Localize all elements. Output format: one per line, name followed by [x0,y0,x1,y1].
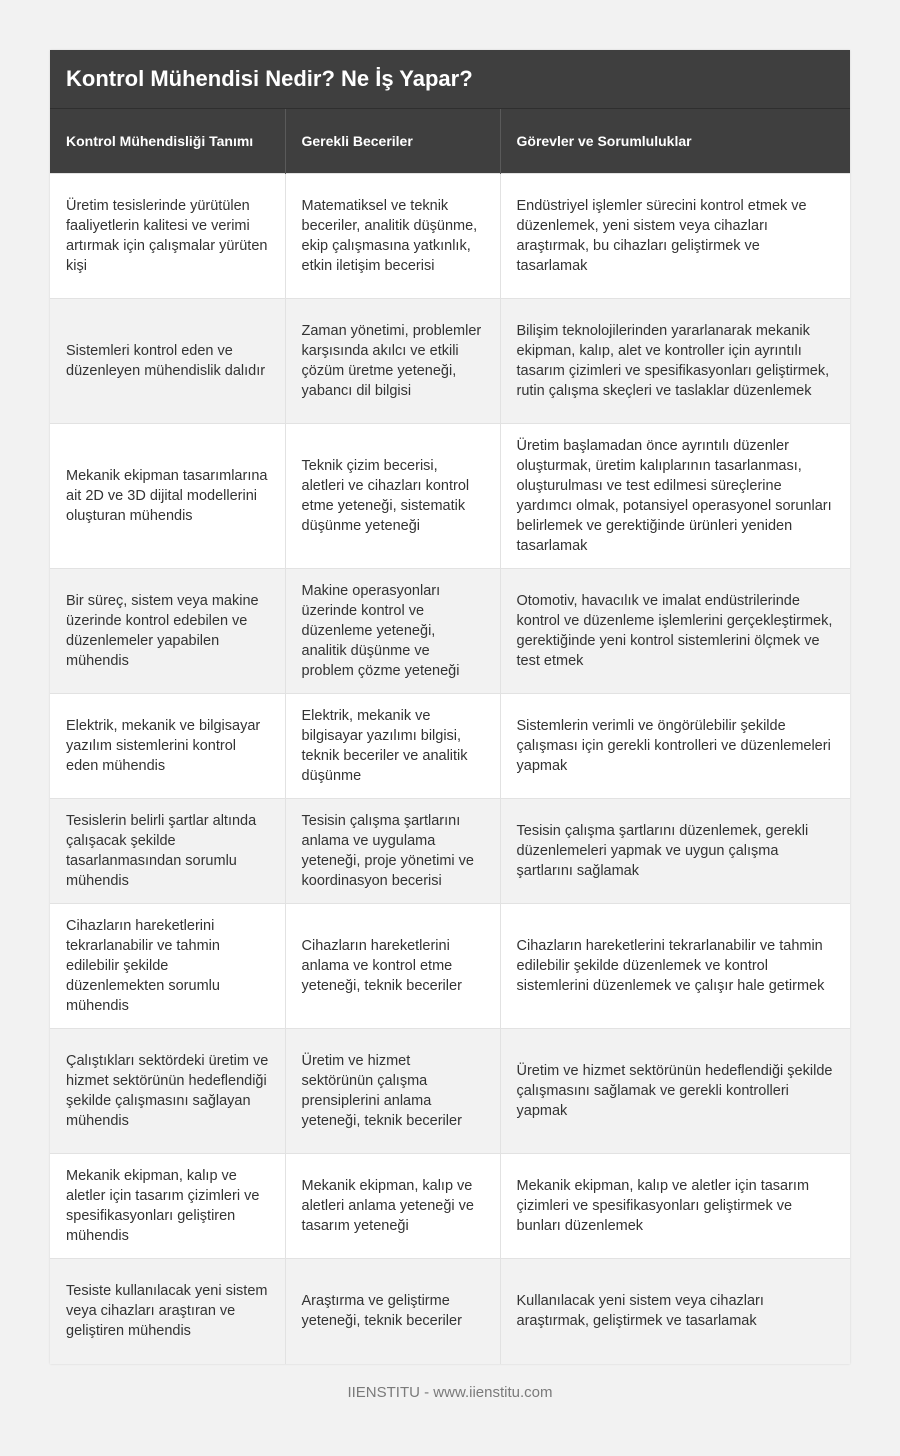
cell-definition: Sistemleri kontrol eden ve düzenleyen mühendislik dalıdır [50,299,285,424]
cell-definition: Çalıştıkları sektördeki üretim ve hizmet sektörünün hedeflendiği şekilde çalışmasını sağlayan mühendis [50,1029,285,1154]
cell-duties: Endüstriyel işlemler sürecini kontrol etmek ve düzenlemek, yeni sistem veya cihazları araştırmak, bu cihazları geliştirmek ve tasarlamak [500,174,850,299]
table-row [50,424,850,569]
cell-duties: Mekanik ekipman, kalıp ve aletler için tasarım çizimleri ve spesifikasyonları geliştirmek ve bunları düzenlemek [500,1154,850,1259]
cell-duties: Üretim başlamadan önce ayrıntılı düzenler oluşturmak, üretim kalıplarının tasarlanması, oluşturulması ve test edilmesi süreçlerine yardımcı olmak, potansiyel operasyonel sorunları belirlemek ve gerektiğinde ürünleri yeniden tasarlamak [500,424,850,569]
table-row [50,904,850,1029]
cell-duties: Bilişim teknolojilerinden yararlanarak mekanik ekipman, kalıp, alet ve kontroller için ayrıntılı tasarım çizimleri ve spesifikasyonları geliştirmek, rutin çalışma skeçleri ve taslaklar düzenlemek [500,299,850,424]
cell-skills: Teknik çizim becerisi, aletleri ve cihazları kontrol etme yeteneği, sistematik düşünme yeteneği [285,424,500,569]
cell-definition: Mekanik ekipman tasarımlarına ait 2D ve 3D dijital modellerini oluşturan mühendis [50,424,285,569]
cell-skills: Mekanik ekipman, kalıp ve aletleri anlama yeteneği ve tasarım yeteneği [285,1154,500,1259]
cell-skills: Matematiksel ve teknik beceriler, analitik düşünme, ekip çalışmasına yatkınlık, etkin iletişim becerisi [285,174,500,299]
table-row [50,1154,850,1259]
cell-skills: Üretim ve hizmet sektörünün çalışma prensiplerini anlama yeteneği, teknik beceriler [285,1029,500,1154]
page-title: Kontrol Mühendisi Nedir? Ne İş Yapar? [66,66,473,91]
cell-definition: Elektrik, mekanik ve bilgisayar yazılım sistemlerini kontrol eden mühendis [50,694,285,799]
column-header-definition: Kontrol Mühendisliği Tanımı [50,109,285,174]
cell-skills: Araştırma ve geliştirme yeteneği, teknik beceriler [285,1259,500,1364]
cell-duties: Üretim ve hizmet sektörünün hedeflendiği şekilde çalışmasını sağlamak ve gerekli kontrolleri yapmak [500,1029,850,1154]
cell-duties: Kullanılacak yeni sistem veya cihazları araştırmak, geliştirmek ve tasarlamak [500,1259,850,1364]
cell-definition: Tesiste kullanılacak yeni sistem veya cihazları araştıran ve geliştiren mühendis [50,1259,285,1364]
cell-skills: Makine operasyonları üzerinde kontrol ve düzenleme yeteneği, analitik düşünme ve problem çözme yeteneği [285,569,500,694]
table-row [50,1259,850,1364]
cell-skills: Cihazların hareketlerini anlama ve kontrol etme yeteneği, teknik beceriler [285,904,500,1029]
table-header [50,109,850,174]
cell-definition: Mekanik ekipman, kalıp ve aletler için tasarım çizimleri ve spesifikasyonları geliştiren mühendis [50,1154,285,1259]
column-header-skills: Gerekli Beceriler [285,109,500,174]
table-body [50,174,850,1364]
cell-definition: Üretim tesislerinde yürütülen faaliyetlerin kalitesi ve verimi artırmak için çalışmalar yürüten kişi [50,174,285,299]
content-card [50,50,850,1364]
cell-skills: Zaman yönetimi, problemler karşısında akılcı ve etkili çözüm üretme yeteneği, yabancı dil bilgisi [285,299,500,424]
column-header-duties: Görevler ve Sorumluluklar [500,109,850,174]
table-row [50,569,850,694]
cell-duties: Cihazların hareketlerini tekrarlanabilir ve tahmin edilebilir şekilde düzenlemek ve kontrol sistemlerini düzenlemek ve çalışır hale getirmek [500,904,850,1029]
table-row [50,694,850,799]
footer-credit: IIENSTITU - www.iienstitu.com [347,1384,553,1401]
cell-definition: Bir süreç, sistem veya makine üzerinde kontrol edebilen ve düzenlemeler yapabilen mühendis [50,569,285,694]
cell-duties: Sistemlerin verimli ve öngörülebilir şekilde çalışması için gerekli kontrolleri ve düzenlemeleri yapmak [500,694,850,799]
cell-definition: Tesislerin belirli şartlar altında çalışacak şekilde tasarlanmasından sorumlu mühendis [50,799,285,904]
cell-skills: Elektrik, mekanik ve bilgisayar yazılımı bilgisi, teknik beceriler ve analitik düşünme [285,694,500,799]
table-row [50,799,850,904]
cell-duties: Tesisin çalışma şartlarını düzenlemek, gerekli düzenlemeleri yapmak ve uygun çalışma şartlarını sağlamak [500,799,850,904]
table-row [50,1029,850,1154]
cell-definition: Cihazların hareketlerini tekrarlanabilir ve tahmin edilebilir şekilde düzenlemekten sorumlu mühendis [50,904,285,1029]
table-row [50,299,850,424]
cell-duties: Otomotiv, havacılık ve imalat endüstrilerinde kontrol ve düzenleme işlemlerini gerçekleştirmek, gerektiğinde yeni kontrol sistemlerini ölçmek ve test etmek [500,569,850,694]
title-bar [50,50,850,109]
table-row [50,174,850,299]
header-row [50,109,850,174]
info-table [50,109,850,1364]
cell-skills: Tesisin çalışma şartlarını anlama ve uygulama yeteneği, proje yönetimi ve koordinasyon becerisi [285,799,500,904]
